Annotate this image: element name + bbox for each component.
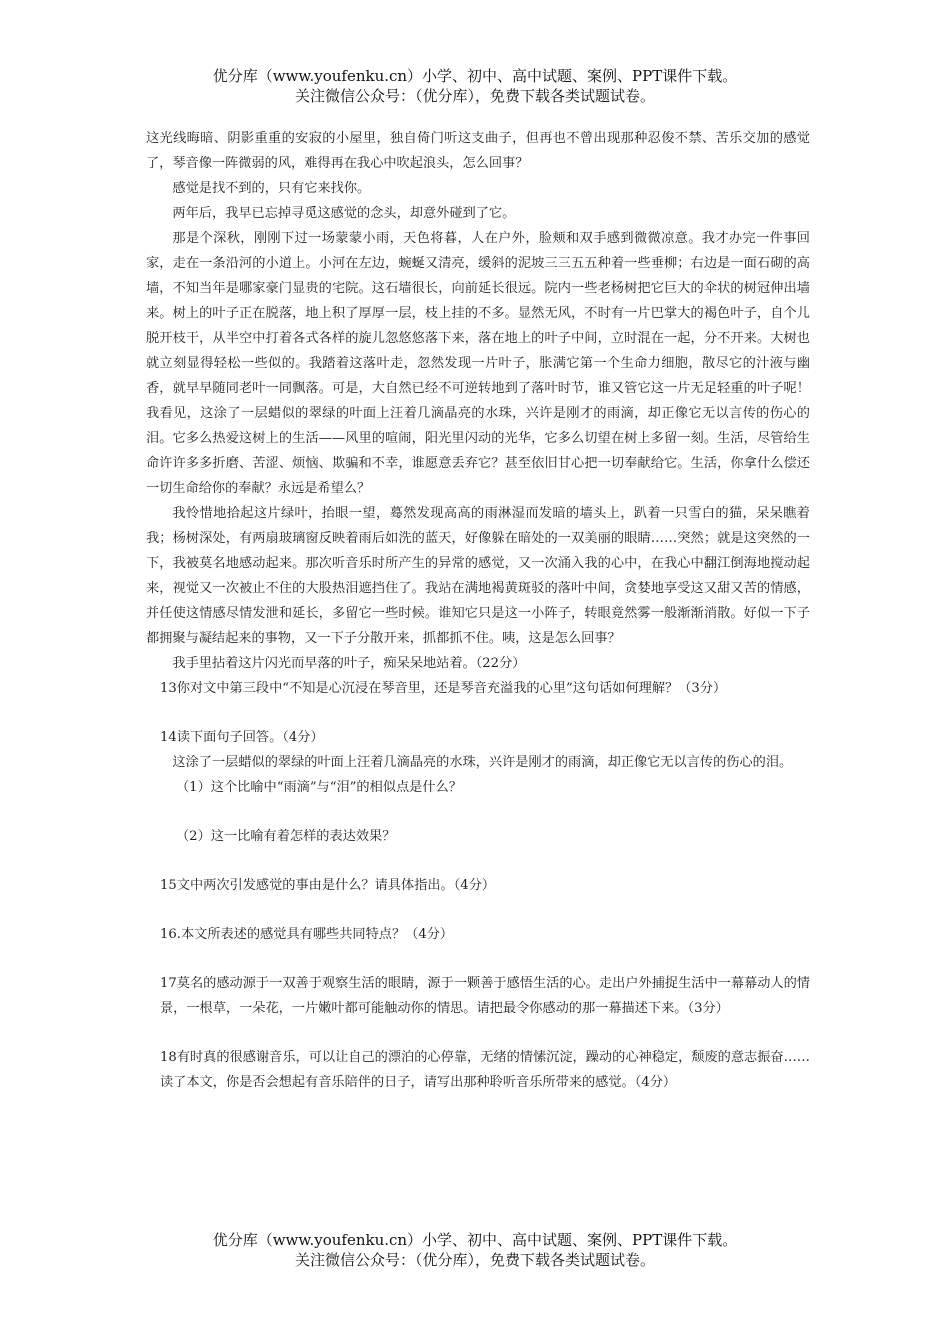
page-header <box>0 66 950 106</box>
passage-paragraph: 我怜惜地拾起这片绿叶，抬眼一望，蓦然发现高高的雨淋湿而发暗的墙头上，趴着一只雪白的猫，呆呆瞧着我；杨树深处，有两扇玻璃窗反映着雨后如洗的蓝天，好像躲在暗处的一双美丽的眼睛……突然；就是这突然的一下，我被莫名地感动起来。那次听音乐时所产生的异常的感觉，又一次涌入我的心中，在我心中翻江倒海地搅动起来，视觉又一次被止不住的大股热泪遮挡住了。我站在满地褐黄斑驳的落叶中间，贪婪地享受这又甜又苦的情感，并任使这情感尽情发泄和延长，多留它一些时候。谁知它只是这一小阵子，转眼竟然雾一般渐渐消散。好似一下子都拥聚与凝结起来的事物，又一下子分散开来，抓都抓不住。咦，这是怎么回事？ <box>146 506 810 646</box>
passage-paragraph: 那是个深秋，刚刚下过一场蒙蒙小雨，天色将暮，人在户外，脸颊和双手感到微微凉意。我才办完一件事回家，走在一条沿河的小道上。小河在左边，蜿蜒又清亮，缓斜的泥坡三三五五种着一些垂柳；右边是一面石砌的高墙，不知当年是哪家豪门显贵的宅院。这石墙很长，向前延长很远。院内一些老杨树把它巨大的伞状的树冠伸出墙来。树上的叶子正在脱落，地上积了厚厚一层，枝上挂的不多。显然无风，不时有一片巴掌大的褐色叶子，自个儿脱开枝干，从半空中打着各式各样的旋儿忽悠悠落下来，落在地上的叶子中间，立时混在一起，分不开来。大树也就立刻显得轻松一些似的。我踏着这落叶走，忽然发现一片叶子，胀满它第一个生命力细胞，散尽它的汁液与幽香，就早早随同老叶一同飘落。可是，大自然已经不可逆转地到了落叶时节，谁又管它这一片无足轻重的叶子呢！我看见，这涂了一层蜡似的翠绿的叶面上汪着几滴晶亮的水珠，兴许是刚才的雨滴，却正像它无以言传的伤心的泪。它多么热爱这树上的生活——风里的喧闹，阳光里闪动的光华，它多么切望在树上多留一刻。生活，尽管给生命许许多多折磨、苦涩、烦恼、欺骗和不幸，谁愿意丢弃它？甚至依旧甘心把一切奉献给它。生活，你拿什么偿还一切生命给你的奉献？永远是希望么？ <box>146 231 810 496</box>
question-14: 14读下面句子回答。（4分） <box>160 730 324 745</box>
header-line-1: 优分库（www.youfenku.cn）小学、初中、高中试题、案例、PPT课件下载。 <box>212 67 738 85</box>
passage-paragraph: 感觉是找不到的，只有它来找你。 <box>172 181 371 196</box>
answer-space <box>146 701 810 725</box>
answer-space <box>146 800 810 824</box>
answer-space <box>146 898 810 922</box>
passage-paragraph: 我手里拈着这片闪光而早落的叶子，痴呆呆地站着。（22分） <box>172 656 526 671</box>
question-14-part-2: （2）这一比喻有着怎样的表达效果？ <box>176 829 396 844</box>
document-body <box>146 126 810 1095</box>
footer-line-2: 关注微信公众号：（优分库），免费下载各类试题试卷。 <box>294 1251 655 1269</box>
question-15: 15文中两次引发感觉的事由是什么？请具体指出。（4分） <box>160 878 496 893</box>
question-14-quote: 这涂了一层蜡似的翠绿的叶面上汪着几滴晶亮的水珠，兴许是刚才的雨滴，却正像它无以言传的伤心的泪。 <box>172 755 793 770</box>
header-line-2: 关注微信公众号：（优分库），免费下载各类试题试卷。 <box>294 87 655 105</box>
footer-line-1: 优分库（www.youfenku.cn）小学、初中、高中试题、案例、PPT课件下载。 <box>212 1231 738 1249</box>
question-16: 16.本文所表述的感觉具有哪些共同特点？（4分） <box>160 927 454 942</box>
passage-paragraph: 这光线晦暗、阴影重重的安寂的小屋里，独自倚门听这支曲子，但再也不曾出现那种忍俊不禁、苦乐交加的感觉了，琴音像一阵微弱的风，难得再在我心中吹起浪头，怎么回事？ <box>146 131 810 171</box>
answer-space <box>146 947 810 971</box>
answer-space <box>146 1021 810 1045</box>
answer-space <box>146 849 810 873</box>
passage-paragraph: 两年后，我早已忘掉寻觅这感觉的念头，却意外碰到了它。 <box>172 206 516 221</box>
question-13: 13你对文中第三段中“不知是心沉浸在琴音里，还是琴音充溢我的心里”这句话如何理解？（3分） <box>160 681 727 696</box>
question-17: 17莫名的感动源于一双善于观察生活的眼睛，源于一颗善于感悟生活的心。走出户外捕捉生活中一幕幕动人的情景，一根草，一朵花，一片嫩叶都可能触动你的情思。请把最令你感动的那一幕描述下来。（3分） <box>160 976 810 1016</box>
page-footer <box>0 1230 950 1270</box>
question-18: 18有时真的很感谢音乐，可以让自己的漂泊的心停靠，无绪的情愫沉淀，躁动的心神稳定，颓废的意志振奋……读了本文，你是否会想起有音乐陪伴的日子，请写出那种聆听音乐所带来的感觉。（4分） <box>160 1050 810 1090</box>
question-14-part-1: （1）这个比喻中“雨滴”与“泪”的相似点是什么？ <box>176 780 462 795</box>
